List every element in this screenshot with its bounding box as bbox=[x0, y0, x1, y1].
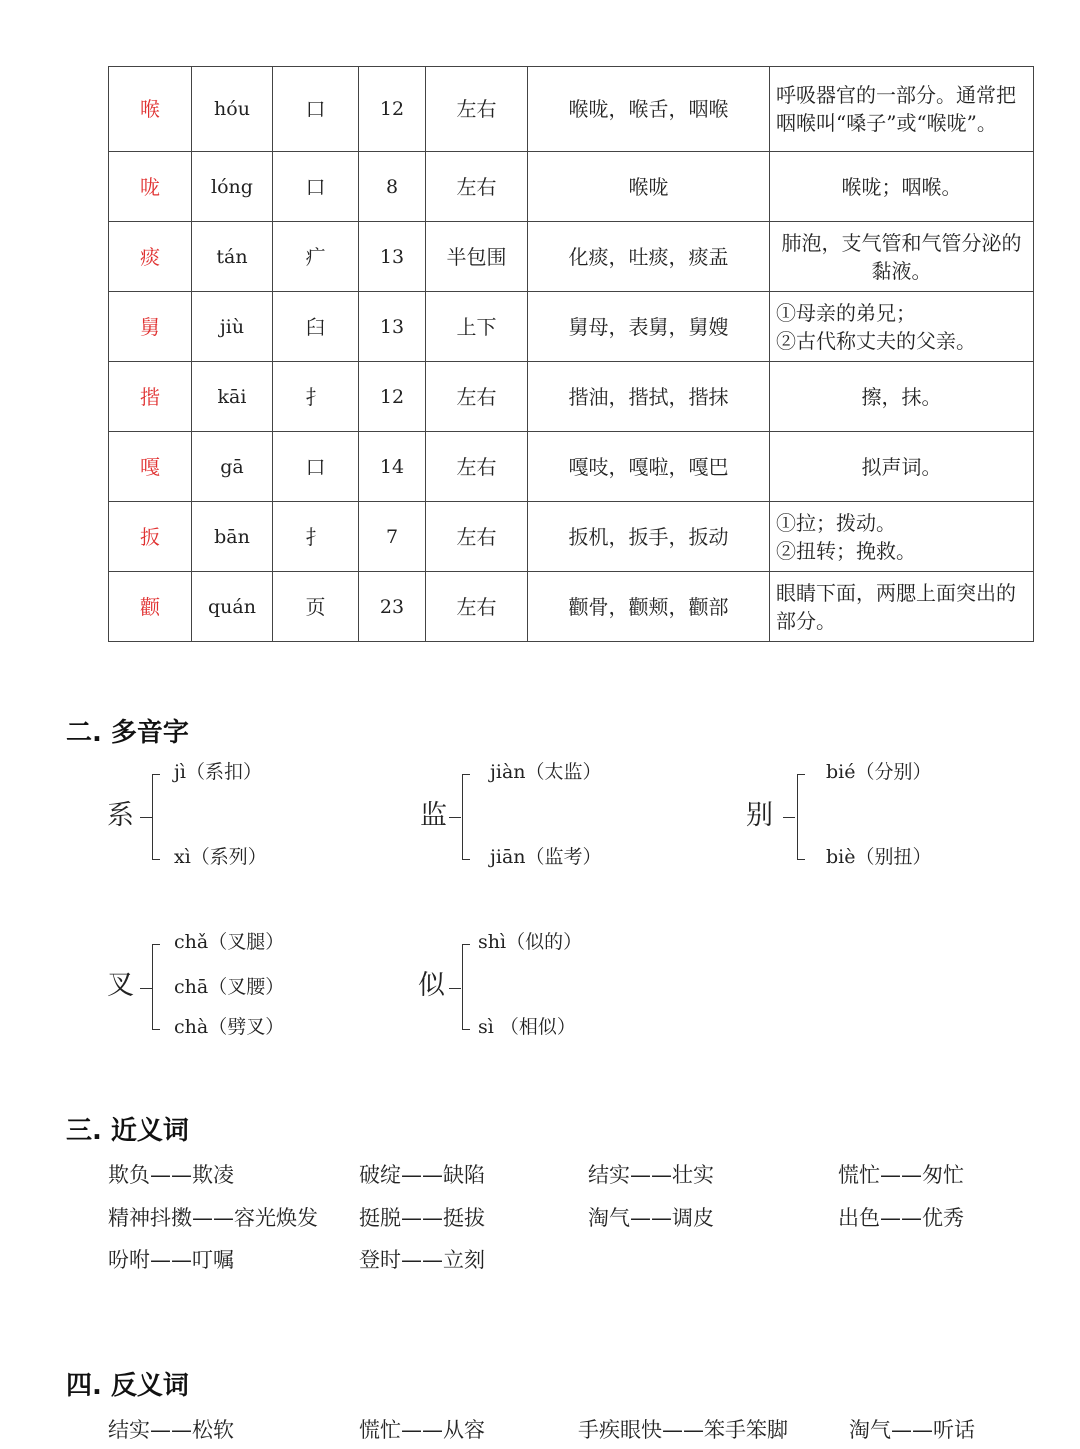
words-cell: 喉咙，喉舌，咽喉 bbox=[528, 67, 770, 152]
structure-cell: 左右 bbox=[426, 572, 528, 642]
table-row bbox=[109, 572, 1034, 642]
brace-bracket bbox=[152, 944, 160, 1030]
char-cell: 喉 bbox=[109, 67, 192, 152]
char-cell: 颧 bbox=[109, 572, 192, 642]
structure-cell: 左右 bbox=[426, 362, 528, 432]
brace-stub bbox=[140, 988, 152, 989]
synonym-pair: 破绽——缺陷 bbox=[359, 1163, 485, 1187]
meaning-cell: ①母亲的弟兄； ②古代称丈夫的父亲。 bbox=[770, 292, 1034, 362]
brace-stub bbox=[783, 817, 795, 818]
reading-item: biè（别扭） bbox=[826, 846, 932, 868]
words-cell: 嘎吱，嘎啦，嘎巴 bbox=[528, 432, 770, 502]
section-heading-antonyms: 四. 反义词 bbox=[66, 1371, 189, 1401]
char-cell: 咙 bbox=[109, 152, 192, 222]
char-cell: 扳 bbox=[109, 502, 192, 572]
radical-cell: 疒 bbox=[273, 222, 359, 292]
strokes-cell: 7 bbox=[359, 502, 426, 572]
brace-bracket bbox=[152, 774, 160, 860]
polyphonic-char: 似 bbox=[418, 970, 445, 1001]
radical-cell: 扌 bbox=[273, 502, 359, 572]
synonym-pair: 欺负——欺凌 bbox=[108, 1163, 234, 1187]
radical-cell: 臼 bbox=[273, 292, 359, 362]
table-row bbox=[109, 152, 1034, 222]
synonym-pair: 慌忙——匆忙 bbox=[838, 1163, 964, 1187]
pinyin-cell: tán bbox=[192, 222, 273, 292]
pinyin-cell: lóng bbox=[192, 152, 273, 222]
antonym-pair: 手疾眼快——笨手笨脚 bbox=[578, 1418, 788, 1442]
character-table bbox=[108, 66, 1034, 642]
strokes-cell: 12 bbox=[359, 362, 426, 432]
meaning-cell: 擦，抹。 bbox=[770, 362, 1034, 432]
reading-item: shì（似的） bbox=[478, 931, 583, 953]
table-row bbox=[109, 67, 1034, 152]
pinyin-cell: hóu bbox=[192, 67, 273, 152]
pinyin-cell: quán bbox=[192, 572, 273, 642]
section-heading-synonyms: 三. 近义词 bbox=[66, 1116, 189, 1146]
brace-stub bbox=[449, 817, 461, 818]
radical-cell: 扌 bbox=[273, 362, 359, 432]
strokes-cell: 13 bbox=[359, 222, 426, 292]
strokes-cell: 13 bbox=[359, 292, 426, 362]
reading-item: chǎ（叉腿） bbox=[174, 931, 285, 953]
pinyin-cell: jiù bbox=[192, 292, 273, 362]
synonym-pair: 精神抖擞——容光焕发 bbox=[108, 1206, 318, 1230]
words-cell: 喉咙 bbox=[528, 152, 770, 222]
pinyin-cell: bān bbox=[192, 502, 273, 572]
synonym-pair: 淘气——调皮 bbox=[588, 1206, 714, 1230]
words-cell: 舅母，表舅，舅嫂 bbox=[528, 292, 770, 362]
strokes-cell: 23 bbox=[359, 572, 426, 642]
radical-cell: 口 bbox=[273, 152, 359, 222]
brace-bracket bbox=[797, 774, 805, 860]
words-cell: 揩油，揩拭，揩抹 bbox=[528, 362, 770, 432]
structure-cell: 左右 bbox=[426, 152, 528, 222]
synonym-pair: 出色——优秀 bbox=[838, 1206, 964, 1230]
brace-bracket bbox=[462, 774, 470, 860]
table-row bbox=[109, 502, 1034, 572]
pinyin-cell: gā bbox=[192, 432, 273, 502]
brace-bracket bbox=[462, 944, 470, 1030]
reading-item: sì （相似） bbox=[478, 1016, 576, 1038]
meaning-cell: 拟声词。 bbox=[770, 432, 1034, 502]
meaning-cell: 肺泡，支气管和气管分泌的黏液。 bbox=[770, 222, 1034, 292]
meaning-cell: 呼吸器官的一部分。通常把咽喉叫“嗓子”或“喉咙”。 bbox=[770, 67, 1034, 152]
synonym-pair: 结实——壮实 bbox=[588, 1163, 714, 1187]
radical-cell: 口 bbox=[273, 432, 359, 502]
section-heading-polyphonic: 二. 多音字 bbox=[66, 718, 189, 748]
strokes-cell: 12 bbox=[359, 67, 426, 152]
words-cell: 化痰，吐痰，痰盂 bbox=[528, 222, 770, 292]
structure-cell: 上下 bbox=[426, 292, 528, 362]
table-row bbox=[109, 432, 1034, 502]
structure-cell: 半包围 bbox=[426, 222, 528, 292]
strokes-cell: 8 bbox=[359, 152, 426, 222]
antonym-pair: 慌忙——从容 bbox=[359, 1418, 485, 1442]
table-row bbox=[109, 362, 1034, 432]
polyphonic-char: 叉 bbox=[107, 970, 134, 1001]
words-cell: 颧骨，颧颊，颧部 bbox=[528, 572, 770, 642]
synonym-pair: 挺脱——挺拔 bbox=[359, 1206, 485, 1230]
char-cell: 舅 bbox=[109, 292, 192, 362]
table-row bbox=[109, 222, 1034, 292]
reading-item: jiān（监考） bbox=[490, 846, 602, 868]
antonym-pair: 淘气——听话 bbox=[849, 1418, 975, 1442]
synonym-pair: 吩咐——叮嘱 bbox=[108, 1248, 234, 1272]
reading-item: bié（分别） bbox=[826, 761, 932, 783]
words-cell: 扳机，扳手，扳动 bbox=[528, 502, 770, 572]
radical-cell: 页 bbox=[273, 572, 359, 642]
pinyin-cell: kāi bbox=[192, 362, 273, 432]
brace-stub bbox=[140, 817, 152, 818]
polyphonic-char: 别 bbox=[746, 800, 773, 831]
reading-item: jì（系扣） bbox=[174, 761, 262, 783]
char-cell: 揩 bbox=[109, 362, 192, 432]
reading-item: chà（劈叉） bbox=[174, 1016, 285, 1038]
brace-stub bbox=[449, 988, 461, 989]
meaning-cell: ①拉；拨动。 ②扭转；挽救。 bbox=[770, 502, 1034, 572]
char-cell: 痰 bbox=[109, 222, 192, 292]
structure-cell: 左右 bbox=[426, 432, 528, 502]
meaning-cell: 眼睛下面，两腮上面突出的部分。 bbox=[770, 572, 1034, 642]
reading-item: jiàn（太监） bbox=[490, 761, 602, 783]
reading-item: chā（叉腰） bbox=[174, 976, 285, 998]
reading-item: xì（系列） bbox=[174, 846, 267, 868]
antonym-pair: 结实——松软 bbox=[108, 1418, 234, 1442]
structure-cell: 左右 bbox=[426, 67, 528, 152]
polyphonic-char: 系 bbox=[107, 800, 134, 831]
strokes-cell: 14 bbox=[359, 432, 426, 502]
meaning-cell: 喉咙；咽喉。 bbox=[770, 152, 1034, 222]
synonym-pair: 登时——立刻 bbox=[359, 1248, 485, 1272]
polyphonic-char: 监 bbox=[420, 800, 447, 831]
structure-cell: 左右 bbox=[426, 502, 528, 572]
table-row bbox=[109, 292, 1034, 362]
char-cell: 嘎 bbox=[109, 432, 192, 502]
radical-cell: 口 bbox=[273, 67, 359, 152]
